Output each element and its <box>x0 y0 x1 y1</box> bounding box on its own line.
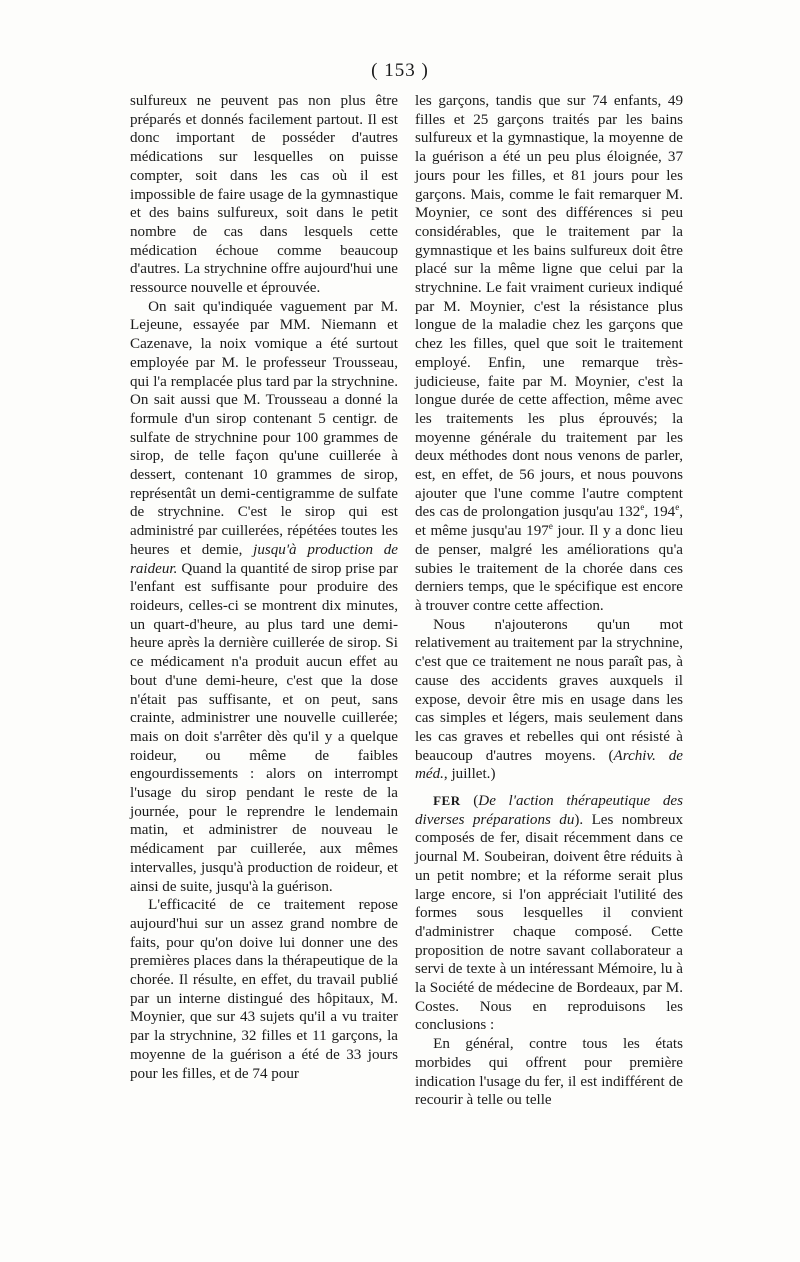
superscript: e <box>640 502 645 513</box>
page-number: ( 153 ) <box>371 60 429 81</box>
paragraph-text: , et même jusqu'au 197 <box>415 504 683 540</box>
paragraph-text: Nous n'ajouterons qu'un mot relativement au traitement par la strychnine, c'est que ce traitement ne nous paraît pas, à cause des accidents graves auxquels il expose, devoir être mis en usage dans les cas simples et légers, mais seulement dans les cas graves et rebelles qui ont résisté à beaucoup d'autres moyens. ( <box>415 616 683 764</box>
superscript: e <box>548 521 553 532</box>
citation: Archiv. de méd. <box>415 747 683 783</box>
section-paragraph <box>415 792 683 1035</box>
paragraph-text: Quand la quantité de sirop prise par l'enfant est suffisante pour produire des roideurs, celles-ci se montrent dix minutes, un quart-d'heure, au plus tard une demi-heure après la dernière cuillerée de sirop. Si ce médicament n'a produit aucun effet au bout d'une demi-heure, c'est que la dose n'était pas suffisante, et on peut, sans crainte, administrer une nouvelle cuillerée; mais on doit s'arrêter dès qu'il y a quelque roideur, ou même de faibles engourdissements : alors on interrompt l'usage du sirop pendant le reste de la journée, pour le reprendre le lendemain matin, et administrer de nouveau le médicament par cuillerée, aux mêmes intervalles, jusqu'à production de roideur, et ainsi de suite, jusqu'à la guérison. <box>130 560 398 895</box>
paragraph-text: ( <box>460 793 479 810</box>
paragraph-text: On sait qu'indiquée vaguement par M. Lejeune, essayée par MM. Niemann et Cazenave, la noix vomique a été surtout employée par M. le professeur Trousseau, qui l'a remplacée plus tard par la strychnine. On sait aussi que M. Trousseau a donné la formule d'un sirop contenant 5 centigr. de sulfate de strychnine pour 100 grammes de sirop, de telle façon qu'une cuillerée à dessert, contenant 10 grammes de sirop, représentât un demi-centigramme de sulfate de strychnine. C'est le sirop qui est administré par cuillerées, répétées toutes les heures et demie, <box>130 298 398 558</box>
paragraph-text: jour. Il y a donc lieu de penser, malgré les améliorations qu'a subies le traitement de la chorée dans ces derniers temps, que le spécifique est encore à trouver contre cette affection. <box>415 523 683 614</box>
paragraph <box>415 92 683 616</box>
section-heading: FER <box>433 793 461 809</box>
paragraph <box>130 298 398 897</box>
paragraph: En général, contre tous les états morbides qui offrent pour première indication l'usage du fer, il est indifférent de recourir à telle ou telle <box>415 1036 683 1109</box>
section-subtitle: De l'action thérapeutique des diverses préparations du <box>415 793 683 828</box>
paragraph-text: les garçons, tandis que sur 74 enfants, 49 filles et 25 garçons traités par les bains sulfureux et la gymnastique, la moyenne de la guérison a été un peu plus éloignée, 37 jours pour les filles, et 81 jours pour les garçons. Mais, comme le fait remarquer M. Moynier, ce sont des différences si peu considérables, que le traitement par la gymnastique et les bains sulfureux doit être placé sur la même ligne que celui par la strychnine. Le fait vraiment curieux indiqué par M. Moynier, c'est la résistance plus longue de la maladie chez les garçons que chez les filles, quel que soit le traitement employé. Enfin, une remarque très-judicieuse, faite par M. Moynier, c'est la longue durée de cette affection, même avec les traitements les plus éprouvés; la moyenne générale du traitement par les deux méthodes dont nous venons de parler, est, en effet, de 56 jours, et nous pouvons ajouter que l'une comme l'autre comptent des cas de prolongation jusqu'au 132 <box>415 93 683 521</box>
paragraph: sulfureux ne peuvent pas non plus être préparés et donnés facilement partout. Il est donc important de posséder d'autres médications sur lesquelles on puisse compter, soit dans les cas où il est impossible de faire usage de la gymnastique et des bains sulfureux, soit dans le petit nombre de cas dans lesquels cette médication échoue comme beaucoup d'autres. La strychnine offre aujourd'hui une ressource nouvelle et éprouvée. <box>130 93 398 297</box>
paragraph: L'efficacité de ce traitement repose aujourd'hui sur un assez grand nombre de faits, pour qu'on doive lui donner une des premières places dans la thérapeutique de la chorée. Il résulte, en effet, du travail publié par un interne distingué des hôpitaux, M. Moynier, que sur 43 sujets qu'il a vu traiter par la strychnine, 32 filles et 11 garçons, la moyenne de la guérison a été de 33 jours pour les filles, et de 74 pour <box>130 897 398 1082</box>
left-column <box>130 92 398 1083</box>
italic-text: jusqu'à production de raideur. <box>130 541 398 577</box>
paragraph-text: , 194 <box>644 504 676 521</box>
paragraph-text: , juillet.) <box>443 766 496 783</box>
right-column <box>415 92 683 1110</box>
superscript: e <box>675 502 680 513</box>
paragraph-text: ). Les nombreux composés de fer, disait récemment dans ce journal M. Soubeiran, doivent être réduits à un petit nombre; et la réforme serait plus large encore, si l'on appréciait l'utilité des formes sous lesquelles il convient d'administrer chaque composé. Cette proposition de notre savant collaborateur a servi de texte à un intéressant Mémoire, lu à la Société de médecine de Bordeaux, par M. Costes. Nous en reproduisons les conclusions : <box>415 811 683 1034</box>
paragraph <box>415 616 683 784</box>
